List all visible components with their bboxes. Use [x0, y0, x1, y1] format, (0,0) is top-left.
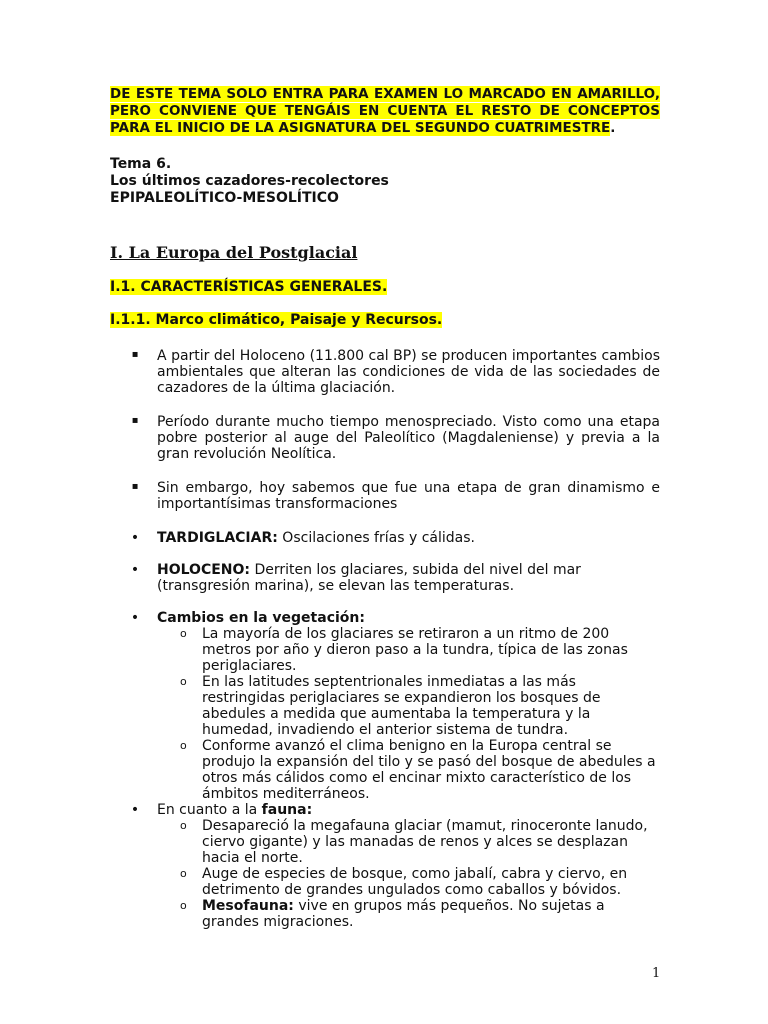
subitem-text: La mayoría de los glaciares se retiraron a un ritmo de 200 metros por año y dieron paso a la tundra, típica de las zonas periglaciares. [202, 626, 628, 674]
subsubsection-highlight: I.1.1. Marco climático, Paisaje y Recursos. [110, 312, 443, 328]
bullet-icon: • [130, 802, 140, 818]
document-page [110, 86, 660, 930]
topic-number: Tema 6. [110, 156, 172, 172]
fauna-sublist [157, 818, 660, 930]
subitem-text: Auge de especies de bosque, como jabalí, cabra y ciervo, en detrimento de grandes ungulados como caballos y bóvidos. [202, 866, 628, 898]
square-bullet-icon: ▪ [131, 415, 139, 426]
bullet-text: Derriten los glaciares, subida del nivel del mar (transgresión marina), se elevan las temperaturas. [157, 562, 581, 594]
topic-period: EPIPALEOLÍTICO-MESOLÍTICO [110, 190, 339, 206]
bullet-icon: • [130, 562, 140, 578]
sublist-item [157, 866, 660, 898]
circle-bullet-icon: o [180, 867, 187, 880]
section-title: I. La Europa del Postglacial [110, 243, 358, 262]
notice-tail: . [610, 120, 616, 136]
subsection-highlight: I.1. CARACTERÍSTICAS GENERALES. [110, 279, 388, 295]
list-item [110, 610, 660, 802]
subitem-term: Mesofauna: [202, 898, 294, 914]
bullet-term: Cambios en la vegetación: [157, 610, 365, 626]
list-item [110, 530, 660, 546]
main-bullet-list [110, 348, 660, 930]
list-item [110, 562, 660, 594]
bullet-text: Sin embargo, hoy sabemos que fue una etapa de gran dinamismo e importantísimas transformaciones [157, 480, 660, 512]
bullet-term: TARDIGLACIAR: [157, 530, 278, 546]
vegetation-sublist [157, 626, 660, 802]
list-item [110, 802, 660, 930]
subsection-heading [110, 279, 660, 295]
bullet-text: Período durante mucho tiempo menospreciado. Visto como una etapa pobre posterior al auge del Paleolítico (Magdaleniense) y previa a la gran revolución Neolítica. [157, 414, 660, 462]
circle-bullet-icon: o [180, 675, 187, 688]
sublist-item [157, 674, 660, 738]
subitem-text: Desapareció la megafauna glaciar (mamut, rinoceronte lanudo, ciervo gigante) y las manadas de renos y alces se desplazan hacia el norte. [202, 818, 648, 866]
page-number: 1 [652, 966, 661, 981]
notice-highlight: DE ESTE TEMA SOLO ENTRA PARA EXAMEN LO MARCADO EN AMARILLO, PERO CONVIENE QUE TENGÁIS EN CUENTA EL RESTO DE CONCEPTOS PARA EL INICIO DE LA ASIGNATURA DEL SEGUNDO CUATRIMESTRE [110, 86, 660, 136]
list-item [110, 348, 660, 396]
square-bullet-icon: ▪ [131, 349, 139, 360]
circle-bullet-icon: o [180, 627, 187, 640]
bullet-icon: • [130, 530, 140, 546]
bullet-text: A partir del Holoceno (11.800 cal BP) se producen importantes cambios ambientales que alteran las condiciones de vida de las sociedades de cazadores de la última glaciación. [157, 348, 660, 396]
sublist-item [157, 898, 660, 930]
bullet-text: Oscilaciones frías y cálidas. [277, 530, 475, 546]
bullet-text: En cuanto a la [157, 802, 262, 818]
exam-notice [110, 86, 660, 137]
list-item [110, 414, 660, 462]
list-item [110, 480, 660, 512]
sublist-item [157, 738, 660, 802]
square-bullet-icon: ▪ [131, 481, 139, 492]
subitem-text: En las latitudes septentrionales inmediatas a las más restringidas periglaciares se expandieron los bosques de abedules a medida que aumentaba la temperatura y la humedad, invadiendo el anterior sistema de tundra. [202, 674, 601, 738]
topic-heading [110, 156, 660, 207]
circle-bullet-icon: o [180, 739, 187, 752]
topic-title: Los últimos cazadores-recolectores [110, 173, 389, 189]
bullet-icon: • [130, 610, 140, 626]
subitem-text: Conforme avanzó el clima benigno en la Europa central se produjo la expansión del tilo y se pasó del bosque de abedules a otros más cálidos como el encinar mixto característico de los ámbitos mediterráneos. [202, 738, 656, 802]
circle-bullet-icon: o [180, 899, 187, 912]
circle-bullet-icon: o [180, 819, 187, 832]
sublist-item [157, 818, 660, 866]
bullet-term: HOLOCENO: [157, 562, 250, 578]
subitem-text: vive en grupos más pequeños. No sujetas a grandes migraciones. [202, 898, 605, 930]
bullet-term: fauna: [261, 802, 313, 818]
sublist-item [157, 626, 660, 674]
subsubsection-heading [110, 312, 660, 328]
